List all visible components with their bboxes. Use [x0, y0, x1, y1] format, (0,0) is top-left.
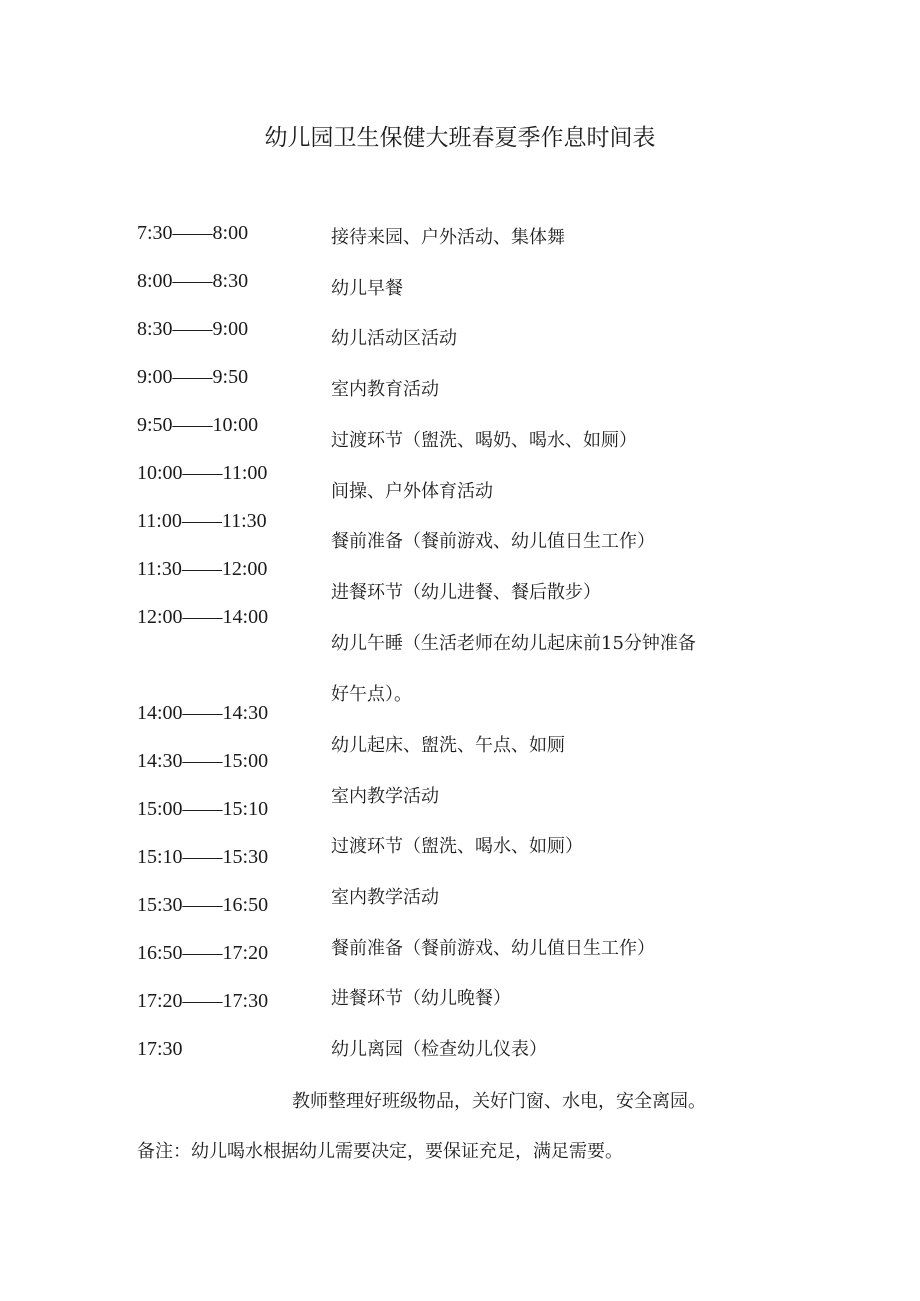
activity-text: 幼儿早餐 [331, 278, 403, 299]
closing-line: 教师整理好班级物品，关好门窗、水电，安全离园。 [292, 1091, 706, 1112]
activity-text: 幼儿离园（检查幼儿仪表） [331, 1039, 547, 1060]
activity-text: 幼儿活动区活动 [331, 328, 457, 349]
time-slot: 17:20——17:30 [137, 990, 269, 1012]
time-slot: 9:50——10:00 [137, 414, 259, 436]
activity-text: 室内教育活动 [331, 379, 439, 400]
time-slot: 11:00——11:30 [137, 510, 267, 532]
note-text: 备注：幼儿喝水根据幼儿需要决定，要保证充足，满足需要。 [137, 1141, 623, 1162]
activity-text: 室内教学活动 [331, 887, 439, 908]
activity-text: 幼儿起床、盥洗、午点、如厕 [331, 735, 565, 756]
time-slot: 15:30——16:50 [137, 894, 269, 916]
time-slot: 8:30——9:00 [137, 318, 249, 340]
time-slot: 17:30 [137, 1038, 183, 1060]
time-slot: 16:50——17:20 [137, 942, 269, 964]
time-slot: 14:00——14:30 [137, 702, 269, 724]
time-slot: 7:30——8:00 [137, 222, 249, 244]
activity-text: 餐前准备（餐前游戏、幼儿值日生工作） [331, 531, 655, 552]
time-slot: 9:00——9:50 [137, 366, 249, 388]
time-slot: 15:00——15:10 [137, 798, 269, 820]
activity-text: 间操、户外体育活动 [331, 481, 493, 502]
activity-text: 进餐环节（幼儿进餐、餐后散步） [331, 582, 601, 603]
activity-text-continuation: 好午点）。 [331, 684, 412, 705]
activity-text: 过渡环节（盥洗、喝水、如厕） [331, 836, 583, 857]
activity-text: 进餐环节（幼儿晚餐） [331, 988, 511, 1009]
activity-text: 幼儿午睡（生活老师在幼儿起床前15分钟准备 [331, 633, 696, 654]
time-slot: 15:10——15:30 [137, 846, 269, 868]
activity-text: 餐前准备（餐前游戏、幼儿值日生工作） [331, 938, 655, 959]
page-title: 幼儿园卫生保健大班春夏季作息时间表 [264, 125, 656, 151]
activity-text: 过渡环节（盥洗、喝奶、喝水、如厕） [331, 430, 637, 451]
activity-text: 室内教学活动 [331, 786, 439, 807]
time-slot: 11:30——12:00 [137, 558, 268, 580]
time-slot: 14:30——15:00 [137, 750, 269, 772]
activity-text: 接待来园、户外活动、集体舞 [331, 227, 565, 248]
time-slot: 12:00——14:00 [137, 606, 269, 628]
time-slot: 8:00——8:30 [137, 270, 249, 292]
time-slot: 10:00——11:00 [137, 462, 268, 484]
